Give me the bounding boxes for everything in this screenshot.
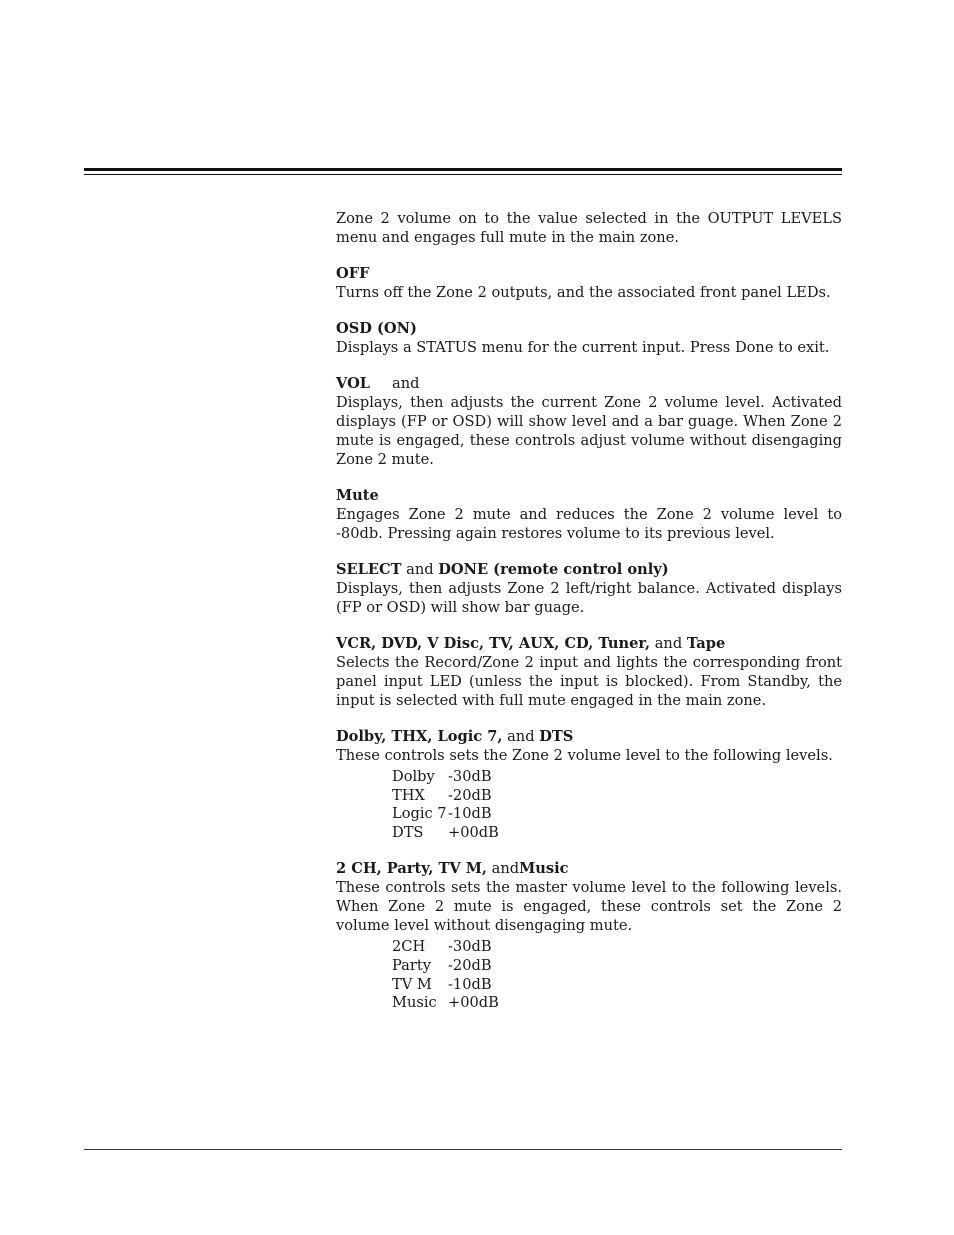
level-row — [392, 994, 499, 1013]
section-surround — [336, 727, 842, 842]
surround-and: and — [502, 728, 540, 745]
level-value: -30dB — [448, 938, 492, 956]
section-heading: Mute — [336, 487, 379, 504]
section-modes — [336, 859, 842, 1012]
section-select — [336, 560, 842, 617]
section-heading — [336, 727, 842, 746]
section-heading: OSD (ON) — [336, 320, 417, 337]
page-content — [336, 209, 842, 1013]
footer-rule — [84, 1149, 842, 1150]
level-value: -20dB — [448, 786, 492, 804]
level-row — [392, 787, 499, 806]
level-name: Music — [392, 994, 437, 1012]
level-name: Dolby — [392, 768, 435, 785]
level-name: 2CH — [392, 938, 426, 956]
section-text: Displays, then adjusts the current Zone 2 volume level. Activated displays (FP or OSD) will show level and a bar guage. When Zone 2 mute is engaged, these controls adjust volume without disengaging Zone 2 mute. — [336, 394, 842, 468]
section-heading — [336, 560, 842, 579]
music-label: Music — [519, 860, 569, 878]
section-text: These controls sets the Zone 2 volume level to the following levels. — [336, 747, 833, 764]
level-name: Party — [392, 956, 431, 974]
section-text: Displays, then adjusts Zone 2 left/right balance. Activated displays (FP or OSD) will show bar guage. — [336, 580, 842, 616]
modes-label: 2 CH, Party, TV M, — [336, 860, 488, 878]
section-text: Selects the Record/Zone 2 input and lights the corresponding front panel input LED (unless the input is blocked). From Standby, the input is selected with full mute engaged in the main zone. — [336, 654, 842, 709]
section-inputs — [336, 634, 842, 710]
section-heading — [336, 374, 842, 393]
section-heading — [336, 859, 842, 878]
level-name: THX — [392, 786, 425, 804]
section-off — [336, 264, 842, 302]
surround-label: Dolby, THX, Logic 7, — [336, 728, 503, 745]
intro-paragraph: Zone 2 volume on to the value selected in the OUTPUT LEVELS menu and engages full mute in the main zone. — [336, 210, 842, 246]
level-name: TV M — [392, 975, 432, 993]
inputs-and: and — [650, 635, 687, 652]
select-and: and — [401, 561, 439, 578]
header-rule-thin — [84, 174, 842, 175]
section-heading — [336, 634, 842, 653]
level-row — [392, 768, 499, 787]
inputs-label: VCR, DVD, V Disc, TV, AUX, CD, Tuner, — [336, 635, 651, 652]
section-text: Displays a STATUS menu for the current input. Press Done to exit. — [336, 339, 830, 356]
section-vol — [336, 374, 842, 469]
level-row — [392, 805, 499, 824]
done-label: DONE (remote control only) — [438, 561, 669, 578]
level-row — [392, 824, 499, 843]
header-rule-thick — [84, 168, 842, 171]
section-osd — [336, 319, 842, 357]
vol-label: VOL — [336, 375, 371, 392]
level-value: -10dB — [448, 975, 492, 993]
level-row — [392, 976, 499, 995]
dts-label: DTS — [539, 728, 574, 745]
section-text: Turns off the Zone 2 outputs, and the associated front panel LEDs. — [336, 284, 831, 301]
section-text: These controls sets the master volume level to the following levels. When Zone 2 mute is engaged, these controls set the Zone 2 volume level without disengaging mute. — [336, 879, 842, 935]
level-row — [392, 957, 499, 976]
level-value: -10dB — [448, 805, 492, 823]
level-value: -20dB — [448, 956, 492, 974]
select-label: SELECT — [336, 561, 402, 578]
modes-levels-table — [392, 938, 499, 1012]
level-name: DTS — [392, 823, 424, 841]
level-value: -30dB — [448, 768, 492, 785]
tape-label: Tape — [686, 635, 726, 652]
level-name: Logic 7 — [392, 805, 447, 823]
level-row — [392, 938, 499, 957]
vol-and: and — [392, 375, 420, 392]
section-mute — [336, 486, 842, 543]
section-text: Engages Zone 2 mute and reduces the Zone 2 volume level to -80db. Pressing again restores volume to its previous level. — [336, 506, 842, 542]
surround-levels-table — [392, 768, 499, 842]
level-value: +00dB — [448, 823, 499, 841]
section-heading: OFF — [336, 265, 370, 282]
modes-and: and — [487, 860, 520, 878]
level-value: +00dB — [448, 994, 499, 1012]
